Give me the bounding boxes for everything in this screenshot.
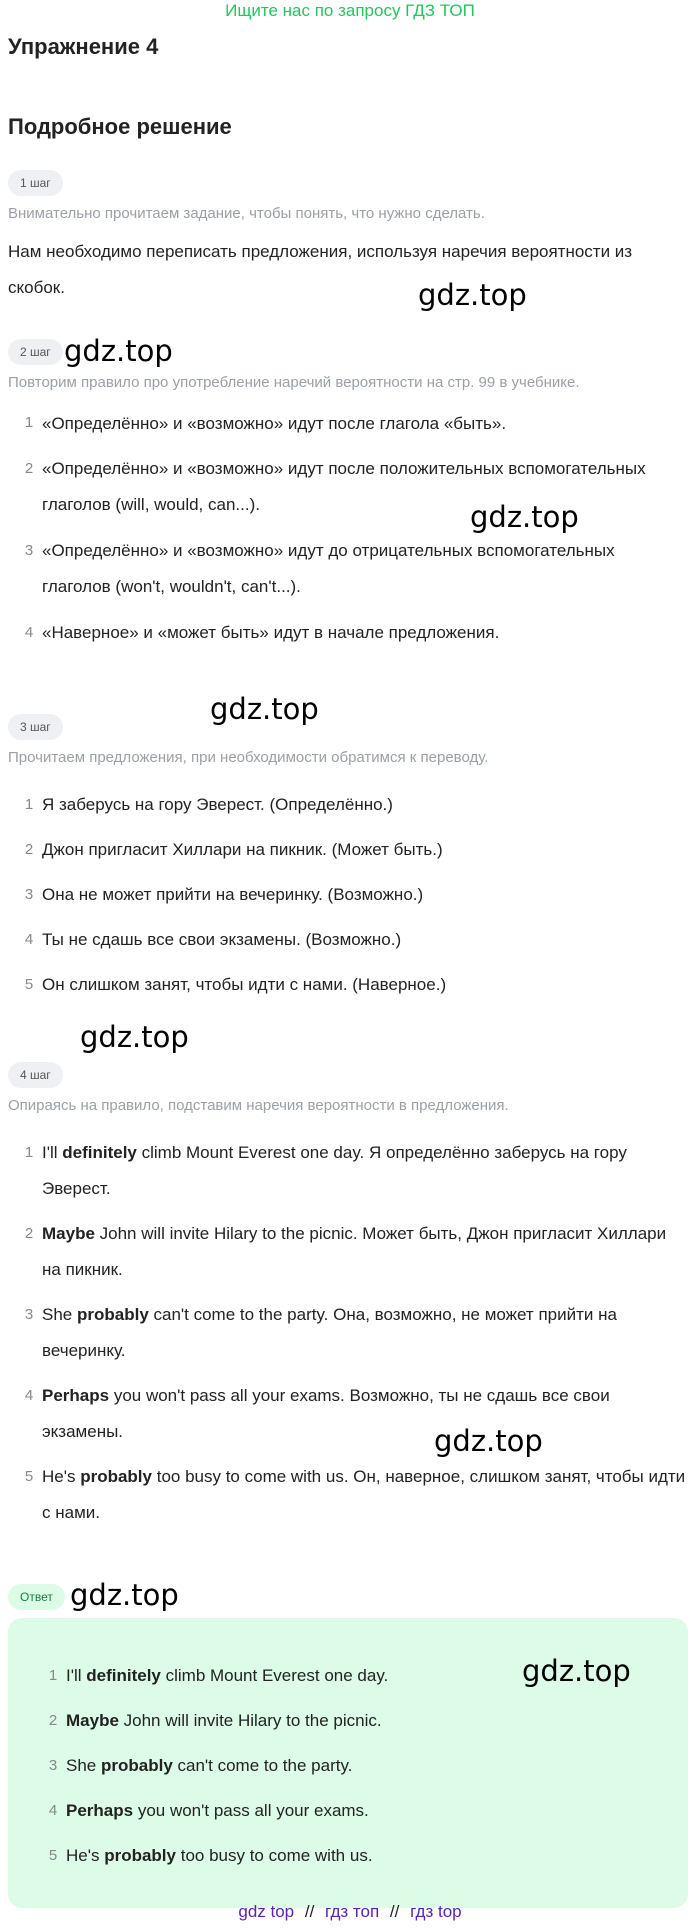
- step-2-badge: 2 шаг: [8, 339, 63, 365]
- list-item-number: 5: [48, 1847, 58, 1864]
- list-item-number: 2: [24, 1225, 34, 1242]
- watermark: gdz.top: [522, 1654, 631, 1688]
- list-item: [16, 832, 686, 877]
- list-item-text: Maybe John will invite Hilary to the picnic. Может быть, Джон пригласит Хиллари на пикник.: [42, 1224, 667, 1279]
- list-item-text: «Определённо» и «возможно» идут после глагола «быть».: [42, 414, 507, 433]
- list-item-text: Он слишком занят, чтобы идти с нами. (Наверное.): [42, 975, 447, 994]
- list-item-text: «Определённо» и «возможно» идут до отрицательных вспомогательных глаголов (won't, wouldn't, can't...).: [42, 541, 615, 596]
- list-item: [16, 877, 686, 922]
- answer-list: [40, 1658, 680, 1883]
- list-item: [16, 615, 686, 655]
- list-item-text: Она не может прийти на вечеринку. (Возможно.): [42, 885, 424, 904]
- step-4-list: [16, 1135, 686, 1540]
- solution-title: Подробное решение: [8, 114, 232, 139]
- list-item: [16, 451, 686, 533]
- list-item-number: 1: [24, 414, 34, 431]
- step-3-list: [16, 787, 686, 1012]
- list-item-number: 4: [24, 1387, 34, 1404]
- list-item-number: 5: [24, 976, 34, 993]
- watermark: gdz.top: [418, 278, 527, 312]
- list-item-number: 5: [24, 1468, 34, 1485]
- footer-links: [0, 1902, 700, 1922]
- list-item: [40, 1703, 680, 1748]
- list-item: [16, 967, 686, 1012]
- footer-link-gdz-top-mixed[interactable]: гдз top: [410, 1902, 462, 1921]
- list-item-number: 3: [48, 1757, 58, 1774]
- answer-badge: Ответ: [8, 1584, 65, 1610]
- list-item-text: I'll definitely climb Mount Everest one day. Я определённо заберусь на гору Эверест.: [42, 1143, 627, 1198]
- footer-link-gdz-top-ru[interactable]: гдз топ: [325, 1902, 380, 1921]
- list-item-number: 4: [24, 931, 34, 948]
- watermark: gdz.top: [470, 500, 579, 534]
- list-item: [16, 1135, 686, 1216]
- list-item-number: 4: [48, 1802, 58, 1819]
- list-item-text: «Наверное» и «может быть» идут в начале предложения.: [42, 623, 500, 642]
- footer-separator: //: [304, 1902, 315, 1921]
- watermark: gdz.top: [64, 334, 173, 368]
- list-item-number: 3: [24, 1306, 34, 1323]
- step-3-hint: Прочитаем предложения, при необходимости обратимся к переводу.: [8, 749, 489, 766]
- list-item-number: 2: [48, 1712, 58, 1729]
- list-item: [40, 1838, 680, 1883]
- page-title: Упражнение 4: [8, 34, 159, 59]
- list-item-number: 1: [24, 796, 34, 813]
- footer-link-gdz-top[interactable]: gdz top: [238, 1902, 295, 1921]
- list-item: [40, 1748, 680, 1793]
- list-item-text: Ты не сдашь все свои экзамены. (Возможно.): [42, 930, 402, 949]
- step-1-badge: 1 шаг: [8, 170, 63, 196]
- list-item-number: 1: [48, 1667, 58, 1684]
- list-item-number: 1: [24, 1144, 34, 1161]
- list-item: [16, 1459, 686, 1540]
- list-item-text: Perhaps you won't pass all your exams. Возможно, ты не сдашь все свои экзамены.: [42, 1386, 610, 1441]
- step-4-hint: Опираясь на правило, подставим наречия вероятности в предложения.: [8, 1097, 509, 1114]
- list-item-text: Perhaps you won't pass all your exams.: [66, 1801, 369, 1820]
- search-banner: Ищите нас по запросу ГДЗ ТОП: [225, 1, 475, 20]
- list-item: [16, 787, 686, 832]
- list-item-text: Maybe John will invite Hilary to the picnic.: [66, 1711, 382, 1730]
- list-item: [16, 1297, 686, 1378]
- step-2-list: [16, 414, 686, 655]
- step-1-hint: Внимательно прочитаем задание, чтобы понять, что нужно сделать.: [8, 205, 485, 222]
- list-item-number: 4: [24, 624, 34, 641]
- list-item: [16, 1378, 686, 1459]
- list-item-text: He's probably too busy to come with us. Он, наверное, слишком занят, чтобы идти с нами.: [42, 1467, 686, 1522]
- step-4-badge: 4 шаг: [8, 1062, 63, 1088]
- list-item-text: He's probably too busy to come with us.: [66, 1846, 373, 1865]
- list-item-text: She probably can't come to the party.: [66, 1756, 353, 1775]
- list-item-text: She probably can't come to the party. Она, возможно, не может прийти на вечеринку.: [42, 1305, 617, 1360]
- list-item: [16, 1216, 686, 1297]
- step-3-badge: 3 шаг: [8, 714, 63, 740]
- step-2-hint: Повторим правило про употребление наречий вероятности на стр. 99 в учебнике.: [8, 374, 580, 391]
- watermark: gdz.top: [210, 692, 319, 726]
- list-item-number: 3: [24, 886, 34, 903]
- list-item-text: Я заберусь на гору Эверест. (Определённо.): [42, 795, 393, 814]
- list-item-text: «Определённо» и «возможно» идут после положительных вспомогательных глаголов (will, would, can...).: [42, 459, 646, 514]
- list-item: [16, 922, 686, 967]
- footer-separator: //: [389, 1902, 400, 1921]
- list-item-number: 2: [24, 460, 34, 477]
- list-item-text: Джон пригласит Хиллари на пикник. (Может быть.): [42, 840, 443, 859]
- list-item-text: I'll definitely climb Mount Everest one day.: [66, 1666, 389, 1685]
- list-item: [40, 1793, 680, 1838]
- list-item-number: 3: [24, 542, 34, 559]
- watermark: gdz.top: [434, 1424, 543, 1458]
- list-item: [16, 533, 686, 615]
- list-item-number: 2: [24, 841, 34, 858]
- watermark: gdz.top: [70, 1578, 179, 1612]
- step-1-text: Нам необходимо переписать предложения, используя наречия вероятности из скобок.: [8, 242, 633, 297]
- watermark: gdz.top: [80, 1020, 189, 1054]
